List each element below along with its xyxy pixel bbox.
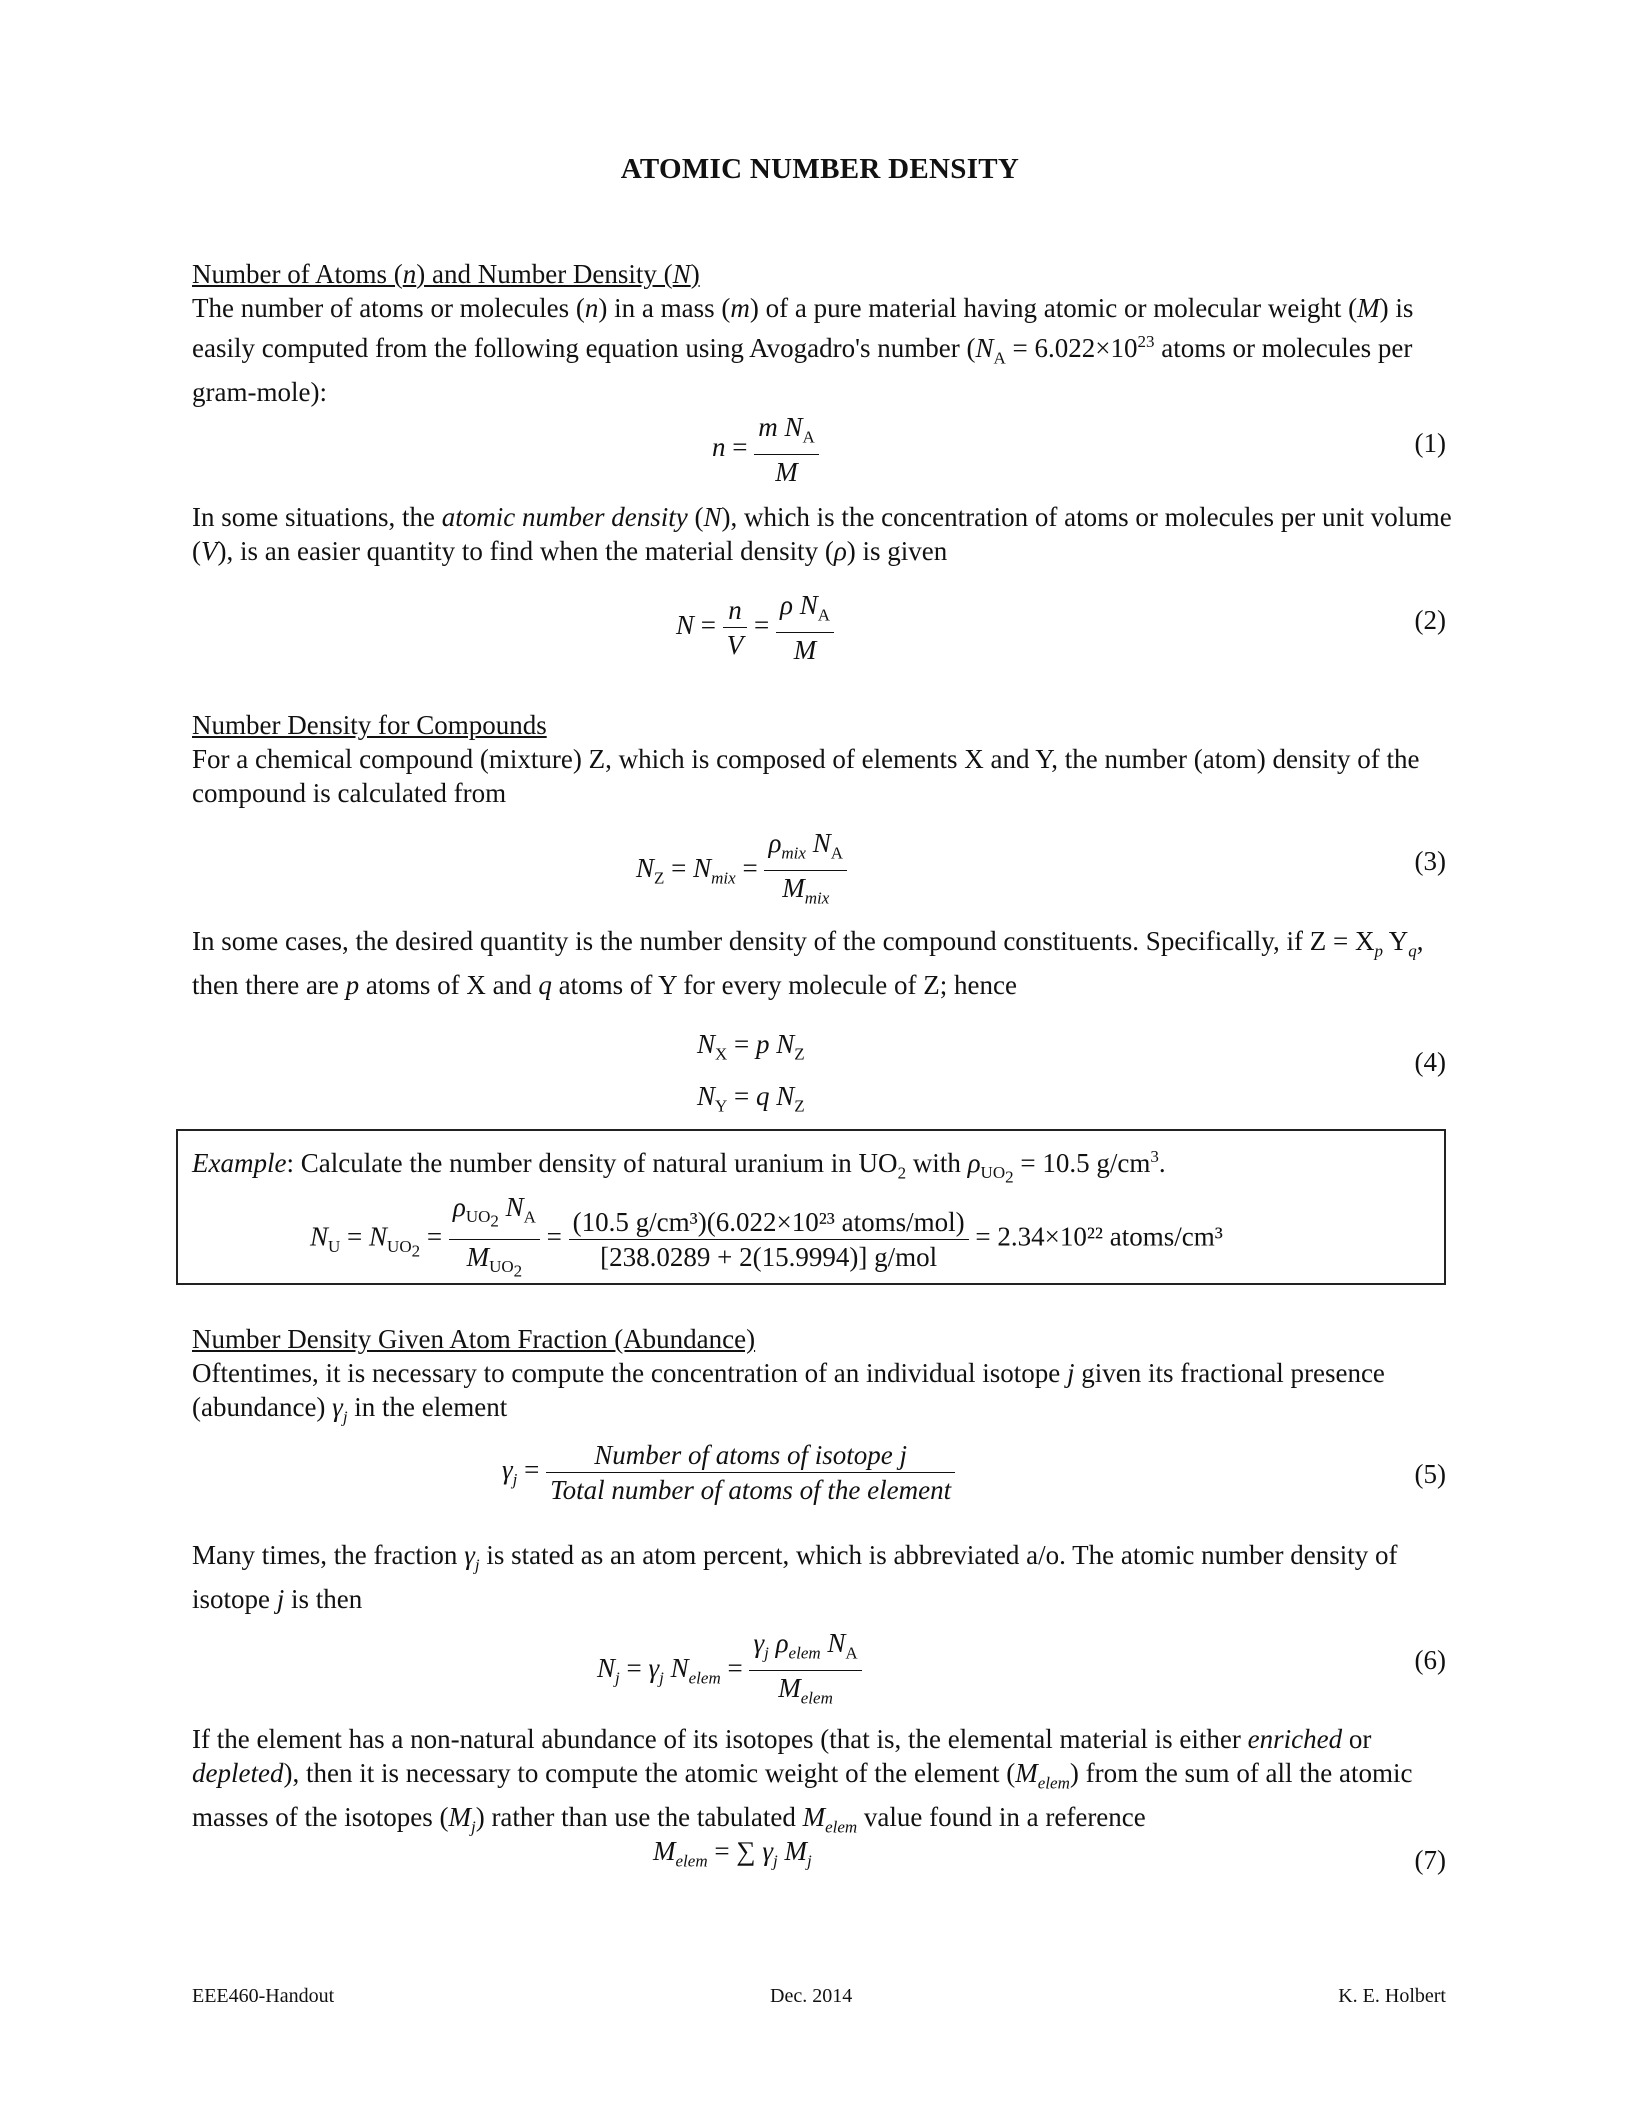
- section-heading: Number Density for Compounds: [192, 710, 547, 740]
- equation-number: (5): [1414, 1459, 1446, 1489]
- equation-2: N = $\frac{n}{V}$ = $\frac{\rho N_A}{M}$: [676, 588, 834, 667]
- paragraph: In some cases, the desired quantity is the number density of the compound constituents. Specifically, if $Z = X_p$ $Y_q$, then there are p atoms of X and q atoms of Y for every molecule of Z; hence: [192, 926, 1424, 1001]
- equation-number: (2): [1414, 605, 1446, 635]
- equation-6: $N_j = \gamma_j$ $N_{elem}$ = $\frac{\gamma_j \rho_{elem} N_A}{M_{elem}}$: [597, 1626, 862, 1716]
- example-label: Example: [192, 1148, 287, 1178]
- footer-left: EEE460-Handout: [192, 1985, 335, 2007]
- paragraph: Many times, the fraction $\gamma_j$ is stated as an atom percent, which is abbreviated a/o. The atomic number density of isotope j is then: [192, 1540, 1398, 1615]
- equation-7: $M_{elem}$ = ∑ $\gamma_j$ $M_j$: [653, 1836, 812, 1871]
- example-numerator: (10.5 g/cm³)(6.022×10²³ atoms/mol): [572, 1206, 965, 1237]
- section-heading: Number of Atoms (n) and Number Density (N): [192, 259, 700, 289]
- paragraph: For a chemical compound (mixture) Z, which is composed of elements X and Y, the number (atom) density of the compound is calculated from: [192, 744, 1420, 808]
- equation-1: n = $\frac{m N_A}{M}$: [712, 410, 819, 489]
- example-statement: Example: Calculate the number density of natural uranium in $UO_2$ with $\rho_{UO_2} = 10.5$ $g/cm^3$.: [192, 1147, 1166, 1187]
- example-equation: $N_U = N_{UO_2}$ = $\frac{\rho_{UO_2} N_A}{M_{UO_2}}$ = $\frac{\text{(10.5 g/cm³)(6.022×10²³ atoms/mol)}}{\text{[238.0289 + 2(15.9994)] g/mol}}$ = 2.34×10²² atoms/cm³: [310, 1190, 1223, 1289]
- equation-number: (4): [1414, 1047, 1446, 1077]
- paragraph: The number of atoms or molecules (n) in a mass (m) of a pure material having atomic or molecular weight (M) is easily computed from the following equation using Avogadro's number ($N_A = 6.022\times 10^{23}$ atoms or molecules per gram-mole):: [192, 293, 1414, 408]
- footer-right: K. E. Holbert: [1338, 1985, 1446, 2007]
- section-compounds: [192, 708, 1452, 810]
- paragraph: In some situations, the atomic number density (N), which is the concentration of atoms or molecules per unit volume (V), is an easier quantity to find when the material density (ρ) is given: [192, 502, 1452, 566]
- section-atom-fraction: [192, 1322, 1452, 1434]
- equation-number: (1): [1414, 428, 1446, 458]
- equation-5: $\gamma_j$ = $\frac{\text{Number of atoms of isotope j}}{\text{Total number of atoms of the element}}$: [502, 1438, 955, 1507]
- example-denominator: [238.0289 + 2(15.9994)] g/mol: [569, 1239, 969, 1274]
- page-title: ATOMIC NUMBER DENSITY: [620, 153, 1020, 185]
- section-number-of-atoms: [192, 257, 1452, 409]
- paragraph: Oftentimes, it is necessary to compute the concentration of an individual isotope j given its fractional presence (abundance) $\gamma_j$ in the element: [192, 1358, 1385, 1427]
- paragraph: If the element has a non-natural abundance of its isotopes (that is, the elemental material is either enriched or depleted), then it is necessary to compute the atomic weight of the element $(M_{elem})$ from the sum of all the atomic masses of the isotopes $(M_j)$ rather than use the tabulated $M_{elem}$ value found in a reference: [192, 1724, 1413, 1837]
- section-heading: Number Density Given Atom Fraction (Abundance): [192, 1324, 756, 1354]
- equation-number: (6): [1414, 1645, 1446, 1675]
- footer-center: Dec. 2014: [770, 1985, 853, 2007]
- equation-3: $N_Z = N_{mix}$ = $\frac{\rho_{mix} N_A}{M_{mix}}$: [636, 826, 847, 916]
- equation-number: (3): [1414, 846, 1446, 876]
- equation-4: $N_X = p$ $N_Z$ $N_Y = q$ $N_Z$: [697, 1029, 805, 1116]
- example-result: = 2.34×10²² atoms/cm³: [975, 1221, 1223, 1252]
- equation-number: (7): [1414, 1845, 1446, 1875]
